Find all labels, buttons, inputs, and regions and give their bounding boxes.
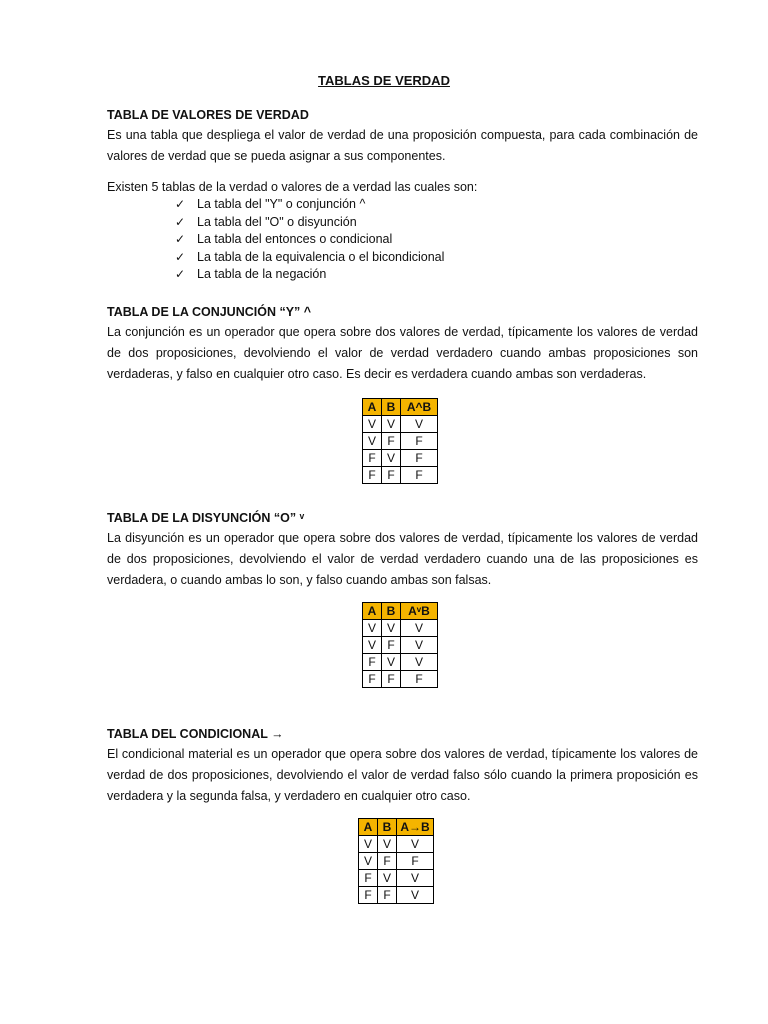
list-item-label: La tabla del "O" o disyunción [197, 214, 357, 229]
disjunction-heading: TABLA DE LA DISYUNCIÓN “O” ᵛ [107, 511, 305, 525]
table-cell: V [397, 870, 434, 887]
table-cell: F [382, 671, 401, 688]
table-header-row [363, 603, 438, 620]
table-cell: V [401, 637, 438, 654]
conditional-truth-table [358, 818, 434, 904]
table-header-row [359, 819, 434, 836]
check-icon: ✓ [175, 249, 186, 264]
table-cell: V [382, 450, 401, 467]
table-cell: F [378, 887, 397, 904]
table-header-cell: B [382, 399, 401, 416]
table-header-cell: A^B [401, 399, 438, 416]
table-cell: V [382, 620, 401, 637]
table-cell: F [401, 467, 438, 484]
table-cell: V [401, 416, 438, 433]
list-item [175, 196, 698, 214]
intro-heading: TABLA DE VALORES DE VERDAD [107, 108, 309, 122]
table-cell: F [378, 853, 397, 870]
table-header-cell: A [363, 399, 382, 416]
table-cell: V [378, 836, 397, 853]
table-cell: F [359, 870, 378, 887]
table-cell: F [401, 671, 438, 688]
list-item-label: La tabla de la equivalencia o el bicondicional [197, 249, 445, 264]
table-cell: V [359, 853, 378, 870]
table-row [363, 654, 438, 671]
table-cell: F [382, 433, 401, 450]
table-cell: V [382, 416, 401, 433]
check-icon: ✓ [175, 232, 186, 247]
disjunction-paragraph: La disyunción es un operador que opera sobre dos valores de verdad, típicamente los valores de verdad de dos proposiciones, devolviendo el valor de verdad verdadero cuando una de las proposiciones es verdadera, o cuando ambas lo son, y falso cuando ambas son falsas. [107, 531, 698, 587]
conditional-paragraph: El condicional material es un operador que opera sobre dos valores de verdad, típicamente los valores de verdad de dos proposiciones, devolviendo el valor de verdad falso sólo cuando la primera proposición es verdadera y la segunda falsa, y verdadero en cualquier otro caso. [107, 747, 698, 803]
table-cell: V [397, 887, 434, 904]
table-row [359, 887, 434, 904]
list-item-label: La tabla del entonces o condicional [197, 232, 393, 247]
table-cell: F [363, 654, 382, 671]
disjunction-truth-table [362, 602, 438, 688]
table-row [363, 450, 438, 467]
tables-list-section [107, 178, 698, 284]
table-header-cell: AᵛB [401, 603, 438, 620]
table-header-cell: A [363, 603, 382, 620]
table-cell: V [359, 836, 378, 853]
table-cell: F [401, 450, 438, 467]
table-row [359, 853, 434, 870]
conjunction-truth-table [362, 398, 438, 484]
table-cell: F [401, 433, 438, 450]
list-item [175, 231, 698, 249]
list-item [175, 214, 698, 232]
intro-paragraph: Es una tabla que despliega el valor de verdad de una proposición compuesta, para cada combinación de valores de verdad que se pueda asignar a sus componentes. [107, 128, 698, 163]
table-row [363, 671, 438, 688]
table-cell: V [363, 637, 382, 654]
check-icon: ✓ [175, 214, 186, 229]
table-cell: F [363, 450, 382, 467]
table-cell: F [382, 637, 401, 654]
table-row [363, 637, 438, 654]
table-cell: F [363, 671, 382, 688]
page-title: TABLAS DE VERDAD [318, 73, 450, 88]
table-cell: V [397, 836, 434, 853]
table-cell: V [401, 620, 438, 637]
table-header-row [363, 399, 438, 416]
table-header-cell: A [359, 819, 378, 836]
table-cell: F [382, 467, 401, 484]
table-row [363, 433, 438, 450]
table-cell: F [397, 853, 434, 870]
table-header-cell: B [378, 819, 397, 836]
table-row [359, 836, 434, 853]
tables-list [107, 196, 698, 284]
conditional-section [107, 724, 698, 807]
list-item-label: La tabla de la negación [197, 267, 327, 282]
table-cell: F [363, 467, 382, 484]
table-cell: V [382, 654, 401, 671]
list-item-label: La tabla del "Y" o conjunción ^ [197, 197, 366, 211]
conjunction-heading: TABLA DE LA CONJUNCIÓN “Y” ^ [107, 305, 312, 319]
disjunction-section [107, 508, 698, 591]
table-cell: F [359, 887, 378, 904]
table-header-cell: A→B [397, 819, 434, 836]
table-header-cell: B [382, 603, 401, 620]
table-row [363, 620, 438, 637]
table-cell: V [401, 654, 438, 671]
table-cell: V [363, 416, 382, 433]
list-intro: Existen 5 tablas de la verdad o valores de a verdad las cuales son: [107, 180, 478, 194]
list-item [175, 266, 698, 284]
list-item [175, 249, 698, 267]
table-cell: V [363, 620, 382, 637]
conjunction-paragraph: La conjunción es un operador que opera sobre dos valores de verdad, típicamente los valores de verdad de dos proposiciones, devolviendo el valor de verdad verdadero cuando ambas proposiciones son verdaderas, y falso en cualquier otro caso. Es decir es verdadera cuando ambas son verdaderas. [107, 325, 698, 381]
table-row [363, 416, 438, 433]
check-icon: ✓ [175, 197, 186, 211]
table-cell: V [363, 433, 382, 450]
intro-section [107, 105, 698, 167]
table-row [363, 467, 438, 484]
conjunction-section [107, 302, 698, 385]
table-cell: V [378, 870, 397, 887]
check-icon: ✓ [175, 267, 186, 282]
table-row [359, 870, 434, 887]
conditional-heading: TABLA DEL CONDICIONAL → [107, 727, 284, 741]
